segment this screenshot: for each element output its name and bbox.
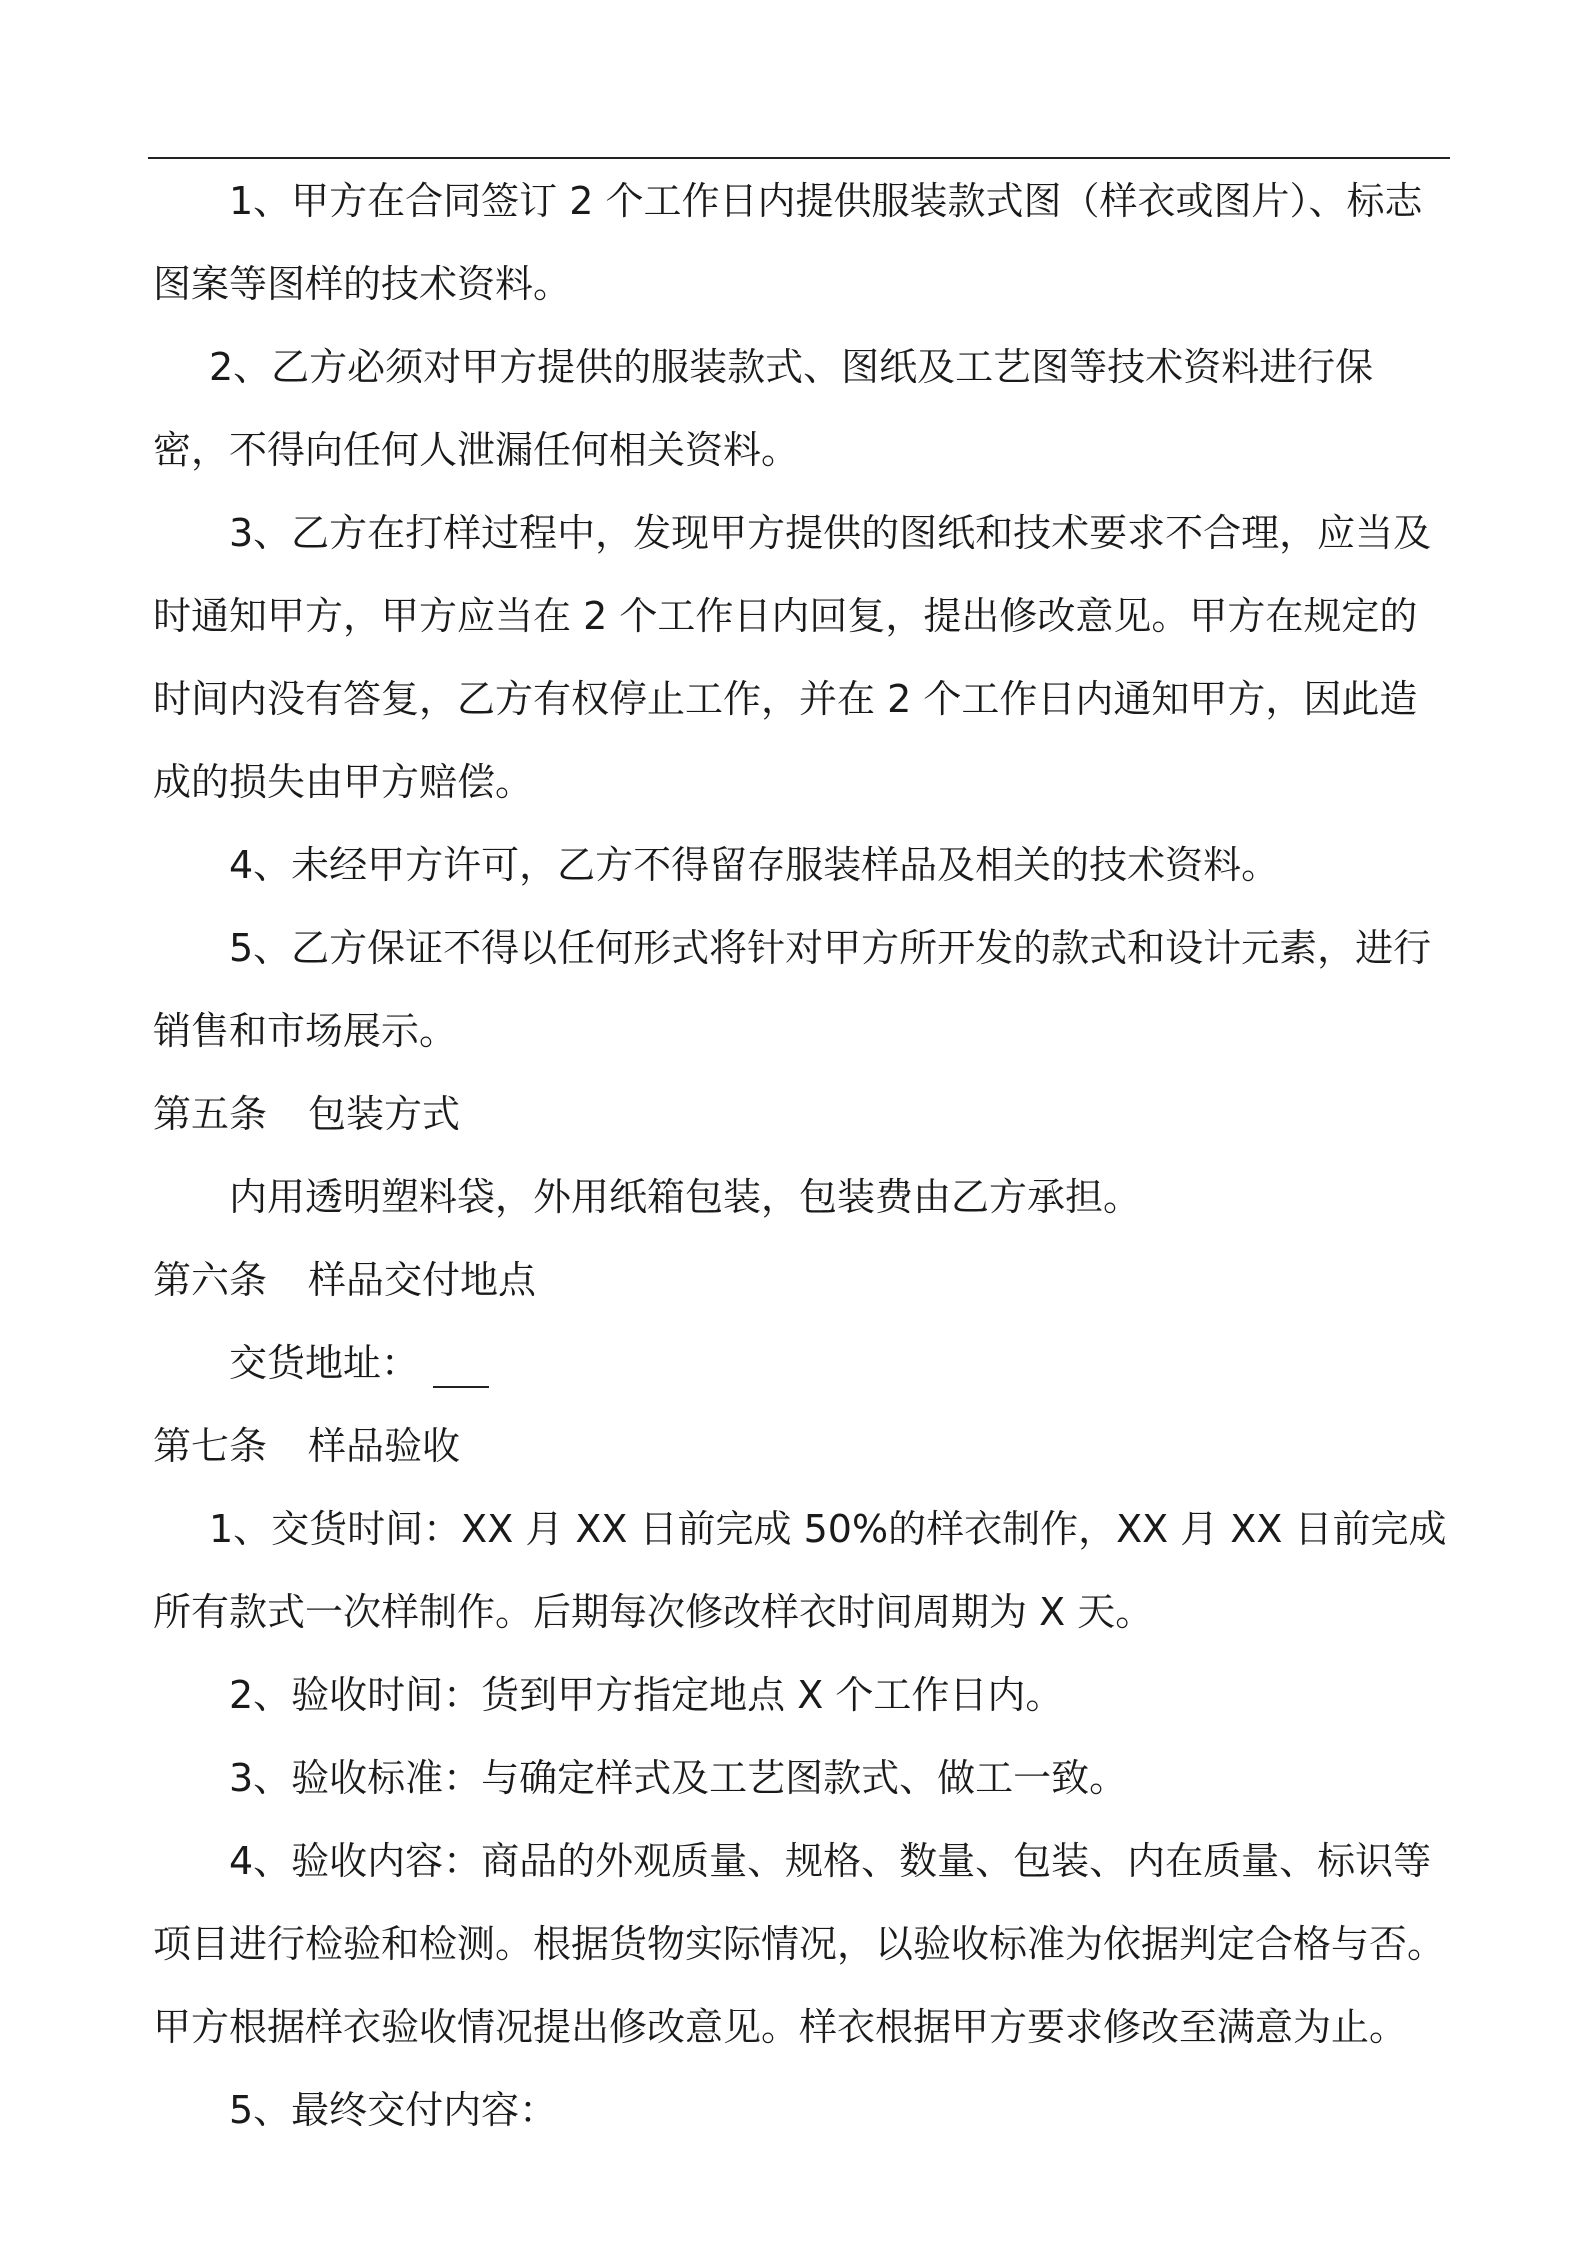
clause-1: 1、甲方在合同签订 2 个工作日内提供服装款式图（样衣或图片）、标志图案等图样的技术资料。 (153, 179, 1423, 306)
article-6-number: 第六条 (153, 1258, 268, 1302)
article-7-number: 第七条 (153, 1424, 268, 1468)
clause-3: 3、乙方在打样过程中，发现甲方提供的图纸和技术要求不合理，应当及时通知甲方，甲方应当在 2 个工作日内回复，提出修改意见。甲方在规定的时间内没有答复，乙方有权停止工作，并在 2 个工作日内通知甲方，因此造成的损失由甲方赔偿。 (153, 511, 1432, 804)
article-6-heading (153, 1239, 1449, 1322)
article-5-body: 内用透明塑料袋，外用纸箱包装，包装费由乙方承担。 (229, 1175, 1142, 1219)
article-6-title: 样品交付地点 (308, 1258, 537, 1302)
inspection-item-3: 3、验收标准：与确定样式及工艺图款式、做工一致。 (229, 1756, 1128, 1800)
inspection-item-5: 5、最终交付内容： (229, 2088, 558, 2132)
inspection-item-4: 4、验收内容：商品的外观质量、规格、数量、包装、内在质量、标识等项目进行检验和检测。根据货物实际情况，以验收标准为依据判定合格与否。甲方根据样衣验收情况提出修改意见。样衣根据甲方要求修改至满意为止。 (153, 1839, 1446, 2049)
header-rule (148, 157, 1450, 159)
inspection-item-1: 1、交货时间：XX 月 XX 日前完成 50%的样衣制作，XX 月 XX 日前完成所有款式一次样制作。后期每次修改样衣时间周期为 X 天。 (153, 1507, 1447, 1634)
article-5-title: 包装方式 (308, 1092, 461, 1136)
delivery-address-blank (433, 1348, 489, 1388)
delivery-address-label: 交货地址： (229, 1341, 420, 1385)
inspection-item-2: 2、验收时间：货到甲方指定地点 X 个工作日内。 (229, 1673, 1064, 1717)
article-5-heading (153, 1073, 1449, 1156)
article-5-number: 第五条 (153, 1092, 268, 1136)
document-body (153, 160, 1449, 2152)
clause-4: 4、未经甲方许可，乙方不得留存服装样品及相关的技术资料。 (229, 843, 1280, 887)
article-7-heading (153, 1405, 1449, 1488)
clause-5: 5、乙方保证不得以任何形式将针对甲方所开发的款式和设计元素，进行销售和市场展示。 (153, 926, 1432, 1053)
clause-2: 2、乙方必须对甲方提供的服装款式、图纸及工艺图等技术资料进行保密，不得向任何人泄漏任何相关资料。 (153, 345, 1374, 472)
article-7-title: 样品验收 (308, 1424, 461, 1468)
delivery-address-line (153, 1322, 1449, 1405)
